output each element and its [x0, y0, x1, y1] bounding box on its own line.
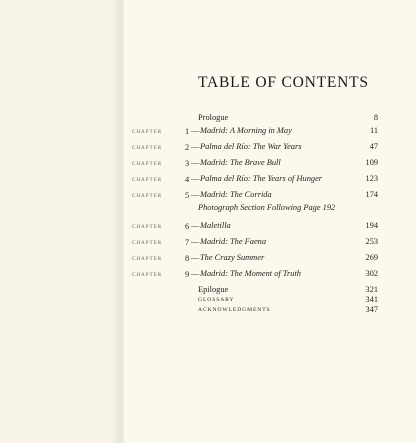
toc-chapter-7: [130, 236, 382, 250]
chapter-dash: —: [191, 174, 200, 183]
chapter-dash: —: [191, 126, 200, 135]
chapter-title: The Crazy Summer: [200, 253, 265, 262]
toc-acknowledgments: [130, 304, 382, 318]
chapter-dash: —: [191, 190, 200, 199]
chapter-title: Madrid: The Brave Bull: [200, 158, 281, 167]
toc-chapter-2: [130, 141, 382, 155]
chapter-page: 253: [365, 237, 378, 246]
chapter-label: CHAPTER: [132, 224, 162, 230]
chapter-page: 194: [365, 221, 378, 230]
toc-epilogue-title: Epilogue: [198, 285, 229, 294]
toc-chapter-8: [130, 252, 382, 266]
chapter-number: 5: [185, 191, 190, 200]
chapter-dash: —: [191, 269, 200, 278]
table-of-contents: [130, 104, 382, 414]
chapter-dash: —: [191, 253, 200, 262]
toc-glossary-page: 341: [365, 295, 378, 304]
toc-glossary-title: GLOSSARY: [198, 297, 235, 303]
toc-chapter-4: [130, 173, 382, 187]
chapter-label: CHAPTER: [132, 145, 162, 151]
chapter-label: CHAPTER: [132, 161, 162, 167]
chapter-dash: —: [191, 158, 200, 167]
left-page: [0, 0, 124, 443]
chapter-title: Madrid: The Faena: [200, 237, 267, 246]
chapter-dash: —: [191, 142, 200, 151]
page-title: TABLE OF CONTENTS: [198, 74, 369, 91]
chapter-page: 174: [365, 190, 378, 199]
chapter-title: Maletilla: [200, 221, 231, 230]
chapter-number: 6: [185, 222, 190, 231]
toc-epilogue-page: 321: [365, 285, 378, 294]
chapter-page: 47: [369, 142, 378, 151]
chapter-title: Palma del Río: The War Years: [200, 142, 302, 151]
chapter-page: 109: [365, 158, 378, 167]
toc-prologue-title: Prologue: [198, 113, 229, 122]
chapter-label: CHAPTER: [132, 129, 162, 135]
chapter-title: Palma del Río: The Years of Hunger: [200, 174, 323, 183]
toc-chapter-6: [130, 220, 382, 234]
chapter-page: 123: [365, 174, 378, 183]
chapter-title: Madrid: A Morning in May: [200, 126, 292, 135]
chapter-label: CHAPTER: [132, 240, 162, 246]
chapter-number: 1: [185, 127, 190, 136]
chapter-label: CHAPTER: [132, 272, 162, 278]
photo-section-note: Photograph Section Following Page 192: [198, 203, 336, 212]
chapter-label: CHAPTER: [132, 177, 162, 183]
chapter-number: 2: [185, 143, 190, 152]
toc-chapter-5: [130, 189, 382, 203]
chapter-number: 4: [185, 175, 190, 184]
chapter-number: 7: [185, 238, 190, 247]
toc-acknowledgments-title: ACKNOWLEDGMENTS: [198, 307, 271, 313]
chapter-dash: —: [191, 237, 200, 246]
chapter-number: 9: [185, 270, 190, 279]
chapter-page: 11: [370, 126, 378, 135]
chapter-label: CHAPTER: [132, 256, 162, 262]
chapter-number: 8: [185, 254, 190, 263]
chapter-title: Madrid: The Corrida: [200, 190, 272, 199]
toc-chapter-3: [130, 157, 382, 171]
toc-chapter-9: [130, 268, 382, 282]
toc-prologue-page: 8: [373, 113, 378, 122]
toc-acknowledgments-page: 347: [365, 305, 378, 314]
toc-photo-section: [130, 202, 382, 216]
chapter-label: CHAPTER: [132, 193, 162, 199]
chapter-page: 269: [365, 253, 378, 262]
chapter-number: 3: [185, 159, 190, 168]
chapter-page: 302: [365, 269, 378, 278]
chapter-title: Madrid: The Moment of Truth: [200, 269, 301, 278]
toc-prologue: [130, 112, 382, 126]
chapter-dash: —: [191, 221, 200, 230]
toc-chapter-1: [130, 125, 382, 139]
